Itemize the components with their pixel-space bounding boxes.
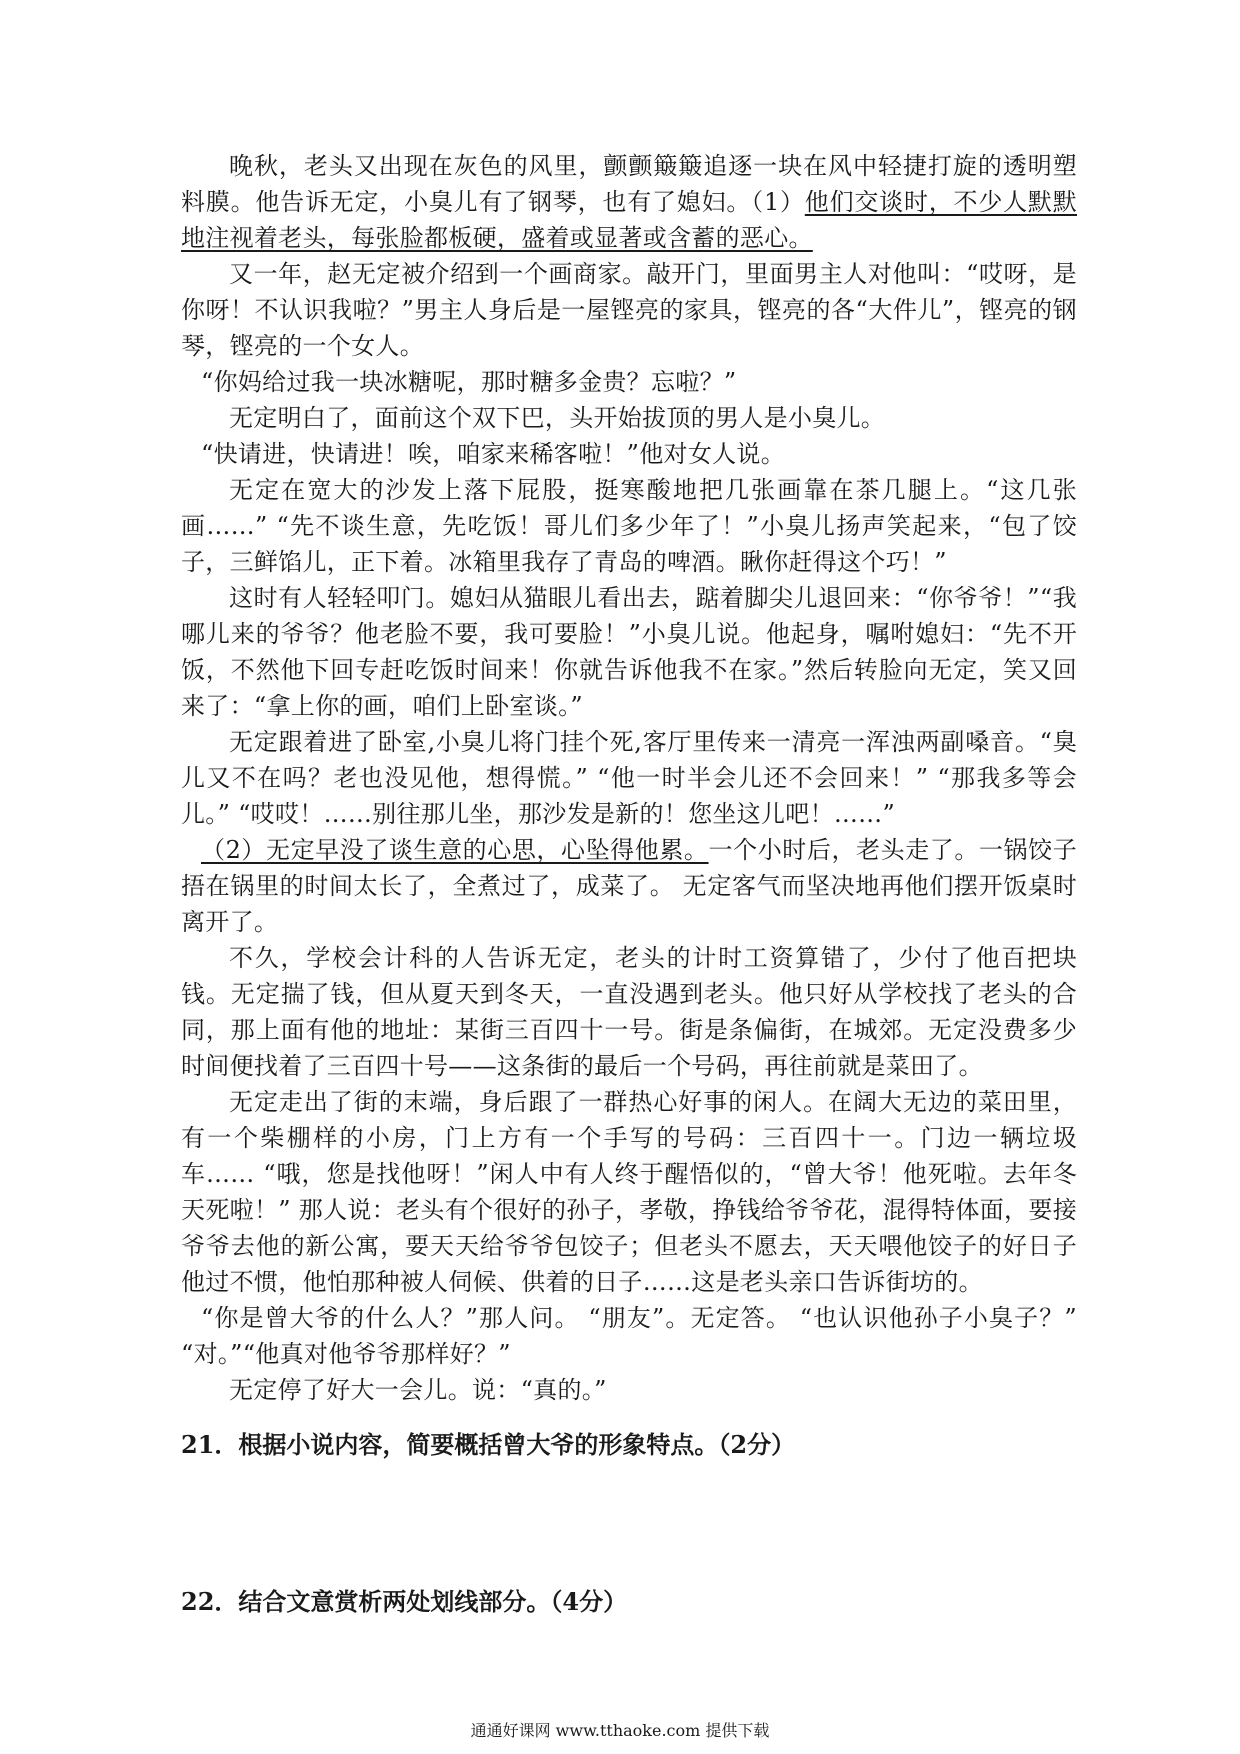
paragraph-11: 无定走出了街的末端，身后跟了一群热心好事的闲人。在阔大无边的菜田里，有一个柴棚样的小房，门上方有一个手写的号码：三百四十一。门边一辆垃圾车…… “哦，您是找他呀！”闲人中有人终于醒悟似的，“曾大爷！他死啦。去年冬天死啦！” 那人说：老头有个很好的孙子，孝敬，挣钱给爷爷花，混得特体面，要接爷爷去他的新公寓，要天天给爷爷包饺子；但老头不愿去，天天喂他饺子的好日子他过不惯，他怕那种被人伺候、供着的日子……这是老头亲口告诉街坊的。: [181, 1088, 1077, 1296]
paragraph-12: “你是曾大爷的什么人？”那人问。 “朋友”。无定答。 “也认识他孙子小臭子？” “对。”“他真对他爷爷那样好？”: [181, 1304, 1077, 1368]
paragraph-3: “你妈给过我一块冰糖呢，那时糖多金贵？忘啦？”: [201, 368, 737, 396]
underline-marker-1: （1）: [751, 188, 805, 216]
paragraph-9-text: 一个小时后，老头走了。一锅饺子捂在锅里的时间太长了，全煮过了，成菜了。 无定客气而坚决地再他们摆开饭桌时离开了。: [181, 836, 1077, 936]
paragraph-10: 不久，学校会计科的人告诉无定，老头的计时工资算错了，少付了他百把块钱。无定揣了钱，但从夏天到冬天，一直没遇到老头。他只好从学校找了老头的合同，那上面有他的地址：某街三百四十一号。街是条偏街，在城郊。无定没费多少时间便找着了三百四十号——这条街的最后一个号码，再往前就是菜田了。: [181, 944, 1077, 1080]
paragraph-5: “快请进，快请进！唉，咱家来稀客啦！”他对女人说。: [201, 440, 786, 468]
question-21: 21．根据小说内容，简要概括曾大爷的形象特点。（2分）: [181, 1430, 796, 1459]
underlined-passage-1: 他们交谈时，不少人默默地注视着老头，每张脸都板硬，盛着或显著或含蓄的恶心。: [181, 188, 1077, 252]
paragraph-2: 又一年，赵无定被介绍到一个画商家。敲开门，里面男主人对他叫：“哎呀，是你呀！不认识我啦？”男主人身后是一屋铿亮的家具，铿亮的各“大件儿”，铿亮的钢琴，铿亮的一个女人。: [181, 260, 1077, 360]
paragraph-7: 这时有人轻轻叩门。媳妇从猫眼儿看出去，踮着脚尖儿退回来：“你爷爷！”“我哪儿来的爷爷？他老脸不要，我可要脸！”小臭儿说。他起身，嘱咐媳妇：“先不开饭，不然他下回专赶吃饭时间来！你就告诉他我不在家。”然后转脸向无定，笑又回来了：“拿上你的画，咱们上卧室谈。”: [181, 584, 1077, 720]
underlined-passage-2: （2）无定早没了谈生意的心思，心坠得他累。: [201, 836, 709, 864]
paragraph-1-text: 晚秋，老头又出现在灰色的风里，颤颤簸簸追逐一块在风中轻捷打旋的透明塑料膜。他告诉无定，小臭儿有了钢琴，也有了媳妇。: [181, 152, 1077, 216]
question-22: 22．结合文意赏析两处划线部分。（4分）: [181, 1587, 628, 1616]
footer-source: 通通好课网 www.tthaoke.com 提供下载: [470, 1721, 770, 1740]
paragraph-1: [181, 148, 1077, 256]
paragraph-8: 无定跟着进了卧室,小臭儿将门挂个死,客厅里传来一清亮一浑浊两副嗓音。“臭儿又不在吗？老也没见他，想得慌。” “他一时半会儿还不会回来！” “那我多等会儿。” “哎哎！……别往那儿坐，那沙发是新的！您坐这儿吧！……”: [181, 728, 1077, 828]
paragraph-4: 无定明白了，面前这个双下巴，头开始拔顶的男人是小臭儿。: [229, 404, 886, 432]
story-passage: [181, 148, 1077, 1408]
paragraph-13: 无定停了好大一会儿。说：“真的。”: [229, 1376, 607, 1404]
paragraph-9: [181, 832, 1077, 940]
paragraph-6: 无定在宽大的沙发上落下屁股，挺寒酸地把几张画靠在茶几腿上。“这几张画……” “先不谈生意，先吃饭！哥儿们多少年了！”小臭儿扬声笑起来，“包了饺子，三鲜馅儿，正下着。冰箱里我存了青岛的啤酒。瞅你赶得这个巧！”: [181, 476, 1077, 576]
